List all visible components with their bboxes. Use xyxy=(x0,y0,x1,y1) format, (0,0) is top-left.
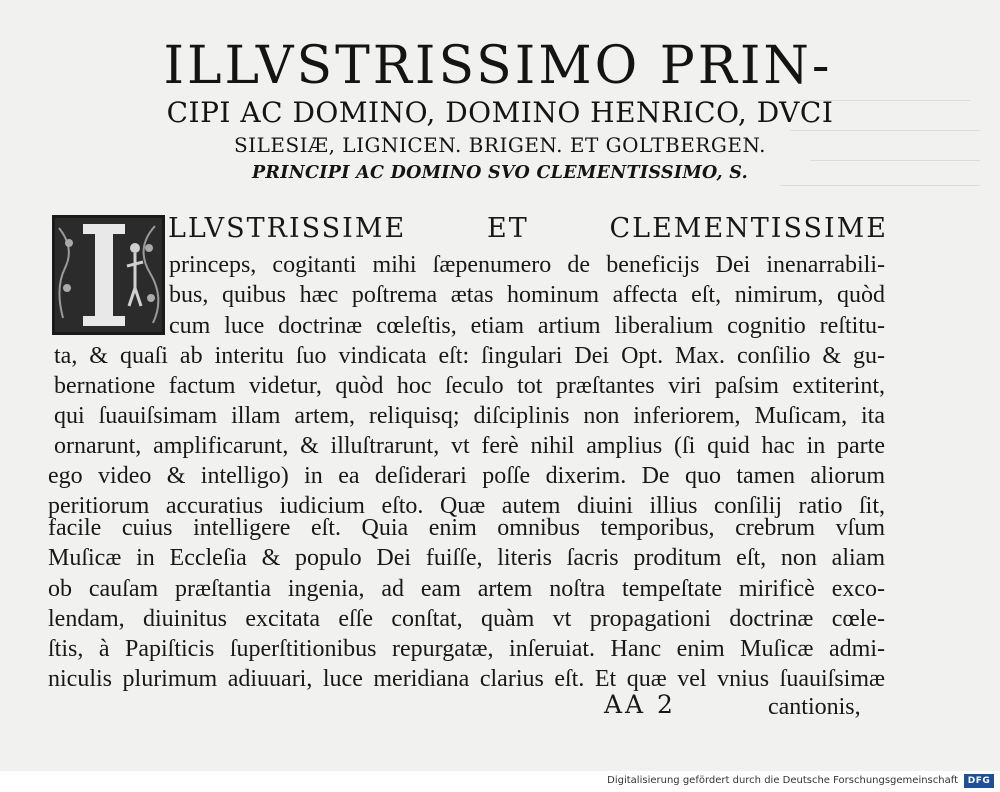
body-line-6: bernatione factum videtur, quòd hoc ſeculo tot præſtantes viri paſsim extiterint, xyxy=(54,373,885,399)
decorated-initial-i-icon xyxy=(52,215,165,335)
body-line-11: facile cuius intelligere eſt. Quia enim omnibus temporibus, crebrum vſum xyxy=(48,515,885,541)
heading-line-1: ILLVSTRISSIMO PRIN- xyxy=(163,36,833,96)
heading-line-3: SILESIÆ, LIGNICEN. BRIGEN. ET GOLTBERGEN. xyxy=(233,133,767,157)
body-line-8: ornarunt, amplificarunt, & illuſtrarunt, vt ferè nihil amplius (ſi quid hac in parte xyxy=(54,433,885,459)
body-line-15: ſtis, à Papiſticis ſuperſtitionibus repurgatæ, inſeruiat. Hanc enim Muſicæ admi- xyxy=(48,636,885,662)
body-line-13: ob cauſam præſtantia ingenia, ad eam artem noſtra tempeſtate mirificè exco- xyxy=(48,576,885,602)
footer-bar xyxy=(0,771,1000,792)
funding-credit: Digitalisierung gefördert durch die Deutsche Forschungsgemeinschaft xyxy=(607,775,958,786)
heading-line-2: CIPI AC DOMINO, DOMINO HENRICO, DVCI xyxy=(166,96,834,129)
body-line-14: lendam, diuinitus excitata eſſe conſtat, quàm vt propagationi doctrinæ cœle- xyxy=(48,606,885,632)
body-line-10: peritiorum accuratius iudicium eſto. Quæ autem diuini illius conſilij ratio ſit, xyxy=(48,493,885,519)
body-line-4: cum luce doctrinæ cœleſtis, etiam artium liberalium cognitio reſtitu- xyxy=(169,313,885,339)
signature-mark: AA 2 xyxy=(604,690,676,719)
catchword: cantionis, xyxy=(768,694,861,720)
dfg-logo-icon: DFG xyxy=(964,774,994,788)
body-line-3: bus, quibus hæc poſtrema ætas hominum affecta eſt, nimirum, quòd xyxy=(169,282,885,308)
body-line-5: ta, & quaſi ab interitu ſuo vindicata eſt: ſingulari Dei Opt. Max. conſilio & gu- xyxy=(54,343,885,369)
body-line-1: LLVSTRISSIME ET CLEMENTISSIME xyxy=(168,213,888,244)
heading-line-4: PRINCIPI AC DOMINO SVO CLEMENTISSIMO, S. xyxy=(251,163,749,183)
body-line-16: niculis plurimum adiuuari, luce meridiana clarius eſt. Et quæ vel vnius ſuauiſsimæ xyxy=(48,666,885,692)
body-line-9: ego video & intelligo) in ea deſiderari poſſe dixerim. De quo tamen aliorum xyxy=(48,463,885,489)
body-line-7: qui ſuauiſsimam illam artem, reliquisq; diſciplinis non inferiorem, Muſicam, ita xyxy=(54,403,885,429)
body-line-12: Muſicæ in Eccleſia & populo Dei fuiſſe, literis ſacris proditum eſt, non aliam xyxy=(48,545,885,571)
body-line-2: princeps, cogitanti mihi ſæpenumero de beneficijs Dei inenarrabili- xyxy=(169,252,885,278)
